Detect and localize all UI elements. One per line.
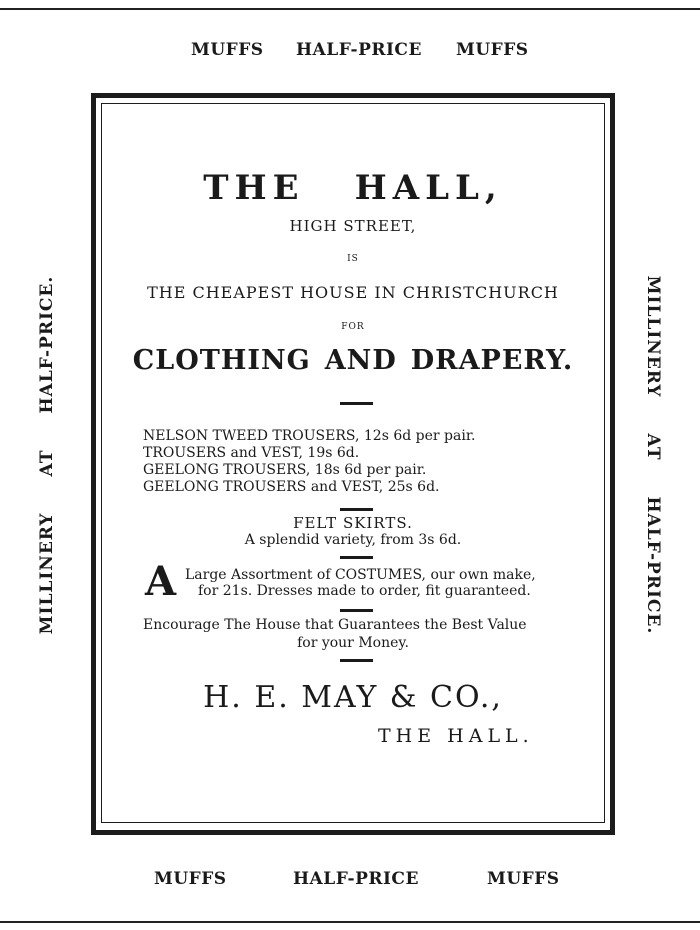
section-divider [340, 556, 373, 559]
shop-name [101, 168, 605, 208]
connector-is: IS [347, 254, 359, 264]
headline-word-3: DRAPERY. [410, 345, 574, 376]
costumes-line-1: Large Assortment of COSTUMES, our own make, [185, 567, 536, 583]
drop-cap-letter: A [145, 558, 177, 605]
section-divider [340, 659, 373, 662]
right-banner-word-1: MILLINERY [643, 275, 663, 398]
shop-name-word-1: THE [203, 168, 305, 208]
left-banner-word-2: AT [37, 449, 57, 477]
street-address: HIGH STREET, [289, 217, 417, 235]
headline-word-2: AND [324, 345, 397, 376]
section-divider [340, 508, 373, 511]
right-millinery-banner [640, 275, 666, 635]
bottom-banner-word-3: MUFFS [487, 869, 560, 889]
trousers-price-list [143, 428, 475, 496]
costumes-line-2: for 21s. Dresses made to order, fit guaranteed. [198, 583, 531, 599]
encourage-line-1: Encourage The House that Guarantees the Best Value [143, 617, 527, 633]
left-banner-word-1: MILLINERY [37, 512, 57, 635]
right-banner-word-3: HALF-PRICE. [643, 496, 663, 635]
bottom-banner-word-2: HALF-PRICE [293, 869, 419, 889]
left-millinery-banner [34, 275, 60, 635]
right-banner-word-2: AT [643, 433, 663, 461]
felt-skirts-subtitle: A splendid variety, from 3s 6d. [244, 532, 462, 548]
cheapest-claim: THE CHEAPEST HOUSE IN CHRISTCHURCH [147, 283, 559, 302]
section-divider [340, 402, 373, 405]
top-banner-word-1: MUFFS [191, 40, 264, 60]
top-banner-word-2: HALF-PRICE [296, 40, 422, 60]
section-divider [340, 609, 373, 612]
connector-for: FOR [341, 322, 365, 332]
headline-word-1: CLOTHING [132, 345, 311, 376]
price-line: NELSON TWEED TROUSERS, 12s 6d per pair. [143, 428, 476, 444]
shop-name-word-2: HALL, [354, 168, 503, 208]
bottom-banner-word-1: MUFFS [154, 869, 227, 889]
top-banner-word-3: MUFFS [456, 40, 529, 60]
left-banner-word-3: HALF-PRICE. [37, 275, 57, 414]
price-line: TROUSERS and VEST, 19s 6d. [143, 445, 360, 461]
top-rule [0, 8, 700, 10]
proprietor-name: H. E. MAY & CO., [203, 680, 503, 715]
felt-skirts-title: FELT SKIRTS. [293, 514, 413, 532]
price-line: GEELONG TROUSERS and VEST, 25s 6d. [143, 479, 440, 495]
bottom-rule [0, 921, 700, 923]
clothing-drapery-headline [101, 345, 605, 376]
price-line: GEELONG TROUSERS, 18s 6d per pair. [143, 462, 427, 478]
sign-off: THE HALL. [378, 725, 534, 747]
encourage-line-2: for your Money. [297, 635, 409, 651]
